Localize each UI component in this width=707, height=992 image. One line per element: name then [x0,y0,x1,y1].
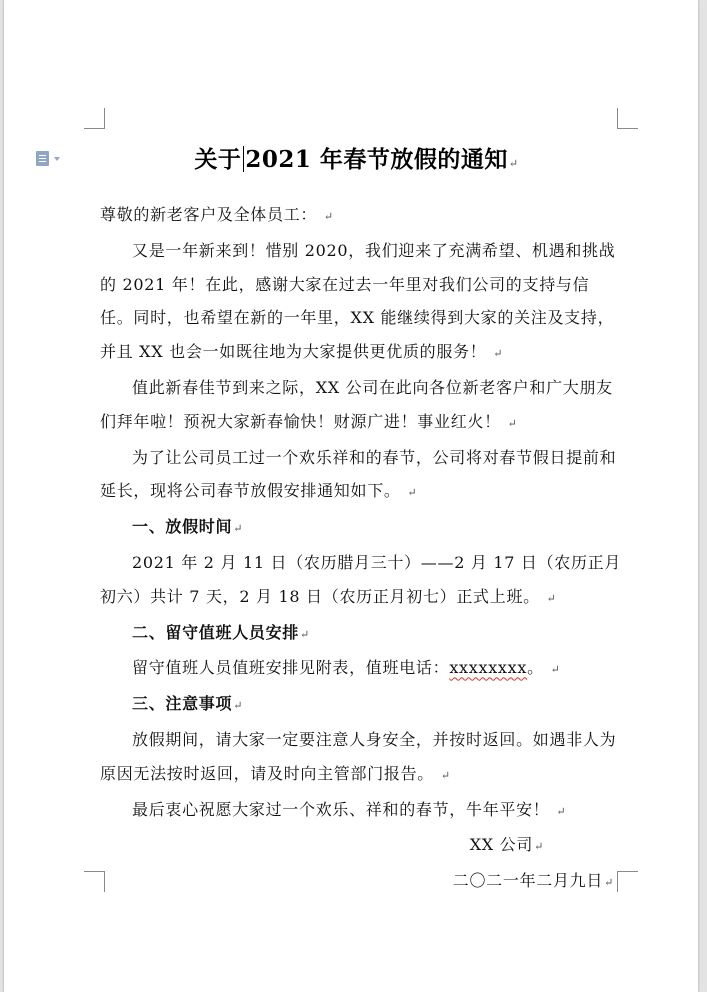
crop-mark-top-left [84,108,105,129]
document-body[interactable] [100,198,622,900]
title-prefix: 关于 [194,146,242,173]
signature-company: XX 公司↵ [469,835,544,855]
crop-mark-top-right [617,108,638,129]
heading-duty-arrangement: 二、留守值班人员安排↵ [132,622,310,642]
paragraph-holiday-dates: 2021 年 2 月 11 日（农历腊月三十）——2 月 17 日（农历正月初六）共计 7 天，2 月 18 日（农历正月初七）正式上班。 ↵ [100,552,622,606]
paragraph-intro: 又是一年新来到！惜别 2020，我们迎来了充满希望、机遇和挑战的 2021 年！在此，感谢大家在过去一年里对我们公司的支持与信任。同时，也希望在新的一年里，XX 能继续得到大家的关注及支持，并且 XX 也会一如既往地为大家提供更优质的服务！ ↵ [100,240,616,362]
paragraph-mark: ↵ [508,157,519,170]
heading-holiday-time: 一、放假时间↵ [132,517,244,537]
duty-phone-number: xxxxxxxx [449,658,528,678]
document-options-button[interactable] [36,151,60,166]
paragraph-closing: 最后衷心祝愿大家过一个欢乐、祥和的春节，牛年平安！ ↵ [132,799,567,819]
document-options-icon [36,151,49,166]
paragraph-greetings: 值此新春佳节到来之际，XX 公司在此向各位新老客户和广大朋友们拜年啦！预祝大家新春愉快！财源广进！事业红火！ ↵ [100,377,613,431]
greeting: 尊敬的新老客户及全体员工： ↵ [100,205,334,224]
title-suffix: 2021 年春节放假的通知 [245,146,508,173]
signature-date: 二〇二一年二月九日↵ [452,871,614,891]
paragraph-notice: 为了让公司员工过一个欢乐祥和的春节，公司将对春节假日提前和延长，现将公司春节放假安排通知如下。 ↵ [100,447,617,501]
paragraph-duty-phone: 留守值班人员值班安排见附表，值班电话：xxxxxxxx。 ↵ [132,658,561,678]
chevron-down-icon [54,157,60,161]
paragraph-safety: 放假期间，请大家一定要注意人身安全，并按时返回。如遇非人为原因无法按时返回，请及时向主管部门报告。 ↵ [100,729,617,783]
heading-notes: 三、注意事项↵ [132,694,244,714]
document-title[interactable] [100,140,613,184]
text-cursor [243,146,244,172]
